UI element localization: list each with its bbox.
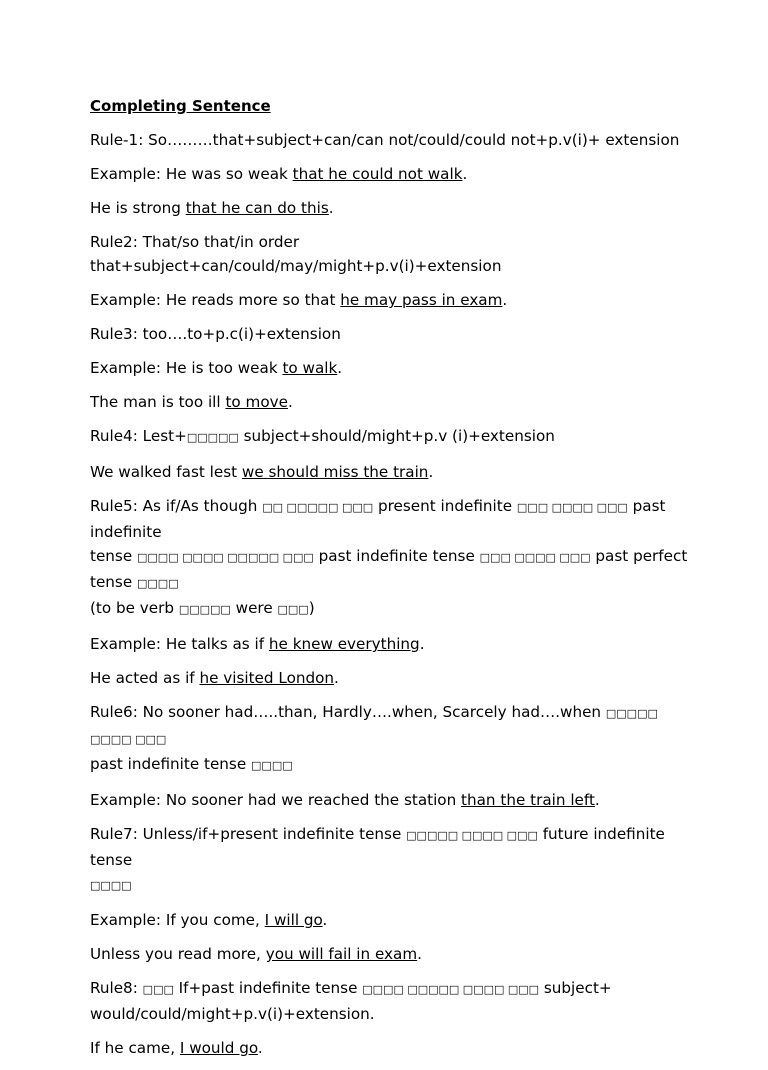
rule-4-missing-glyphs: □□□□□ [186, 431, 239, 444]
example-4-answer: to walk [282, 359, 338, 377]
example-6-text: We walked fast lest [90, 463, 242, 481]
document-title: Completing Sentence [90, 97, 271, 115]
example-9-end: . [594, 791, 600, 809]
example-12-answer: I would go [179, 1039, 258, 1057]
rule-7-missing-glyphs-2: □□□□ [90, 879, 132, 892]
rule-7 [90, 822, 690, 898]
rule-5-text-e: past indefinite tense [313, 547, 480, 565]
example-3-answer: he may pass in exam [340, 291, 503, 309]
rule-6-missing-glyphs-2: □□□□ [251, 759, 293, 772]
rule-7-text-b: future indefinite tense [90, 825, 665, 869]
rule-5-missing-glyphs-7: □□□ [277, 603, 309, 616]
rule-3: Rule3: too….to+p.c(i)+extension [90, 325, 341, 343]
example-1-end: . [462, 165, 468, 183]
rule-5-line-3 [90, 599, 315, 617]
rule-5-text-i: ) [308, 599, 315, 617]
example-4-text: Example: He is too weak [90, 359, 283, 377]
rule-4 [90, 424, 690, 450]
example-9-answer: than the train left [461, 791, 595, 809]
rule-6-text-b: past indefinite tense [90, 755, 252, 773]
rule-8-missing-glyphs-2: □□□□ □□□□□ □□□□ □□□ [362, 983, 540, 996]
example-2-answer: that he can do this [185, 199, 329, 217]
rule-5-text-d: tense [90, 547, 138, 565]
example-8 [90, 666, 690, 690]
example-3 [90, 288, 690, 312]
rule-5 [90, 494, 690, 622]
rule-8-text-a: Rule8: [90, 979, 143, 997]
rule-5-line-1 [90, 497, 666, 541]
rule-5-text-f: past perfect tense [90, 547, 688, 591]
example-10-answer: I will go [264, 911, 323, 929]
rule-7-missing-glyphs-1: □□□□□ □□□□ □□□ [406, 829, 538, 842]
example-2 [90, 196, 690, 220]
rule-6-missing-glyphs-1: □□□□□ □□□□ □□□ [90, 707, 658, 746]
document-body [90, 94, 690, 1070]
rule-8 [90, 976, 690, 1026]
rule-5-missing-glyphs-2: □□□ □□□□ □□□ [516, 501, 628, 514]
rule-5-missing-glyphs-3: □□□□ □□□□ □□□□□ □□□ [137, 551, 314, 564]
rule-6 [90, 700, 690, 778]
rule-5-text-a: Rule5: As if/As though [90, 497, 263, 515]
rule-8-text-c: subject+ [539, 979, 612, 997]
example-12 [90, 1036, 690, 1060]
rule-5-line-2 [90, 547, 687, 591]
example-4 [90, 356, 690, 380]
example-3-text: Example: He reads more so that [90, 291, 341, 309]
example-1-answer: that he could not walk [292, 165, 463, 183]
example-9-text: Example: No sooner had we reached the station [90, 791, 462, 809]
example-7-text: Example: He talks as if [90, 635, 269, 653]
example-7 [90, 632, 690, 656]
rule-5-missing-glyphs-5: □□□□ [137, 577, 179, 590]
example-7-end: . [419, 635, 425, 653]
example-11-end: . [417, 945, 422, 963]
example-2-text: He is strong [90, 199, 186, 217]
example-11 [90, 942, 690, 966]
example-6-answer: we should miss the train [241, 463, 429, 481]
rule-7-text-a: Rule7: Unless/if+present indefinite tense [90, 825, 407, 843]
rule-8-text-b: If+past indefinite tense [173, 979, 363, 997]
example-5-answer: to move [225, 393, 288, 411]
example-8-text: He acted as if [90, 669, 200, 687]
example-10-text: Example: If you come, [90, 911, 265, 929]
example-9 [90, 788, 690, 812]
rule-5-text-g: (to be verb [90, 599, 179, 617]
rule-8-missing-glyphs-1: □□□ [142, 983, 174, 996]
example-5-end: . [287, 393, 293, 411]
example-1-text: Example: He was so weak [90, 165, 293, 183]
example-10 [90, 908, 690, 932]
rule-4-text-a: Rule4: Lest+ [90, 427, 187, 445]
example-6 [90, 460, 690, 484]
rule-8-text-d: would/could/might+p.v(i)+extension. [90, 1005, 375, 1023]
example-10-end: . [322, 911, 328, 929]
example-5 [90, 390, 690, 414]
rule-5-text-b: present indefinite [373, 497, 517, 515]
example-12-text: If he came, [90, 1039, 180, 1057]
rule-5-missing-glyphs-4: □□□ □□□□ □□□ [479, 551, 591, 564]
example-11-text: Unless you read more, [90, 945, 266, 963]
rule-5-missing-glyphs-1: □□ □□□□□ □□□ [262, 501, 374, 514]
example-8-answer: he visited London [199, 669, 335, 687]
example-4-end: . [337, 359, 343, 377]
example-6-end: . [428, 463, 434, 481]
example-12-end: . [257, 1039, 263, 1057]
rule-5-missing-glyphs-6: □□□□□ [178, 603, 231, 616]
example-8-end: . [334, 669, 339, 687]
example-2-end: . [328, 199, 334, 217]
example-3-end: . [502, 291, 508, 309]
example-7-answer: he knew everything [268, 635, 420, 653]
rule-4-text-b: subject+should/might+p.v (i)+extension [238, 427, 555, 445]
example-5-text: The man is too ill [90, 393, 226, 411]
rule-5-text-c: past indefinite [90, 497, 666, 541]
rule-1: Rule-1: So………that+subject+can/can not/could/could not+p.v(i)+ extension [90, 131, 680, 149]
rule-2: Rule2: That/so that/in order that+subject+can/could/may/might+p.v(i)+extension [90, 233, 502, 275]
rule-6-text-a: Rule6: No sooner had…..than, Hardly….when, Scarcely had….when [90, 703, 606, 721]
example-1 [90, 162, 690, 186]
example-11-answer: you will fail in exam [265, 945, 418, 963]
rule-5-text-h: were [230, 599, 278, 617]
